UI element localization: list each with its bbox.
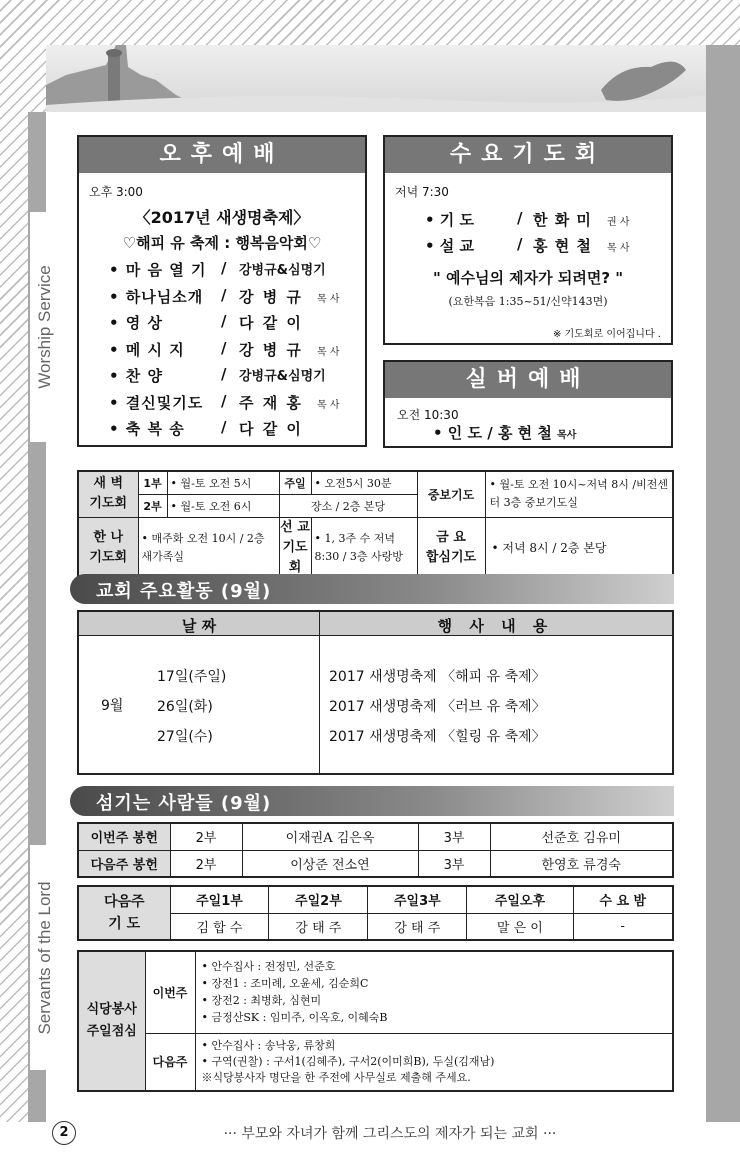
service-prayer-person: 강 태 주 bbox=[269, 913, 368, 940]
order-item-person: 강 병 규 bbox=[239, 340, 303, 359]
order-item-role: 권 사 bbox=[607, 217, 630, 228]
order-item: • 축 복 송 / 다 같 이 bbox=[109, 418, 303, 438]
list-item: • 안수집사 : 전정민, 선준호 bbox=[201, 960, 336, 974]
order-item-name: • 결신및기도 bbox=[109, 393, 204, 412]
service-header: 주일3부 bbox=[368, 886, 467, 913]
service-prayer-person: - bbox=[573, 913, 673, 940]
order-item: • 영 상 / 다 같 이 bbox=[109, 312, 303, 332]
list-item: • 장전1 : 조미례, 오윤세, 김순희C bbox=[201, 977, 369, 991]
activities-table bbox=[77, 610, 674, 775]
table-row bbox=[78, 886, 673, 913]
afternoon-time: 오후 3:00 bbox=[89, 185, 143, 199]
next-prayer-label: 다음주 기 도 bbox=[78, 886, 170, 940]
silver-leader: • 인 도 / 홍 현 철 목사 bbox=[433, 424, 577, 442]
page-frame-right bbox=[706, 45, 740, 1122]
offering-label: 다음주 봉헌 bbox=[78, 850, 170, 877]
service-prayer-person: 말 은 이 bbox=[467, 913, 573, 940]
side-tab-worship bbox=[30, 212, 60, 442]
mission-prayer-label: 선 교 기도회 bbox=[279, 517, 311, 579]
table-row bbox=[78, 850, 673, 877]
order-item-person: 한 화 미 bbox=[533, 211, 592, 229]
offering-label: 이번주 봉헌 bbox=[78, 823, 170, 850]
mission-prayer-info: • 1, 3주 수 저녁 8:30 / 3층 사랑방 bbox=[311, 517, 417, 579]
dawn-part1: 1부 bbox=[138, 471, 167, 494]
header-banner bbox=[46, 45, 706, 112]
col-event: 행 사 내 용 bbox=[437, 617, 554, 635]
list-item: • 장전2 : 최병화, 심현미 bbox=[201, 994, 322, 1008]
order-item-person: 주 재 홍 bbox=[239, 393, 303, 412]
order-item-person: 강병규&심명기 bbox=[239, 369, 326, 384]
this-week-list bbox=[195, 951, 673, 1033]
list-item: • 금정산SK : 임미주, 이옥호, 이혜숙B bbox=[201, 1011, 388, 1025]
offering-names: 한영호 류경숙 bbox=[490, 850, 673, 877]
activity-event: 2017 새생명축제 〈러브 유 축제〉 bbox=[329, 699, 546, 715]
activities-header bbox=[79, 612, 672, 636]
order-item-name: • 메 시 지 bbox=[109, 340, 185, 359]
offering-part: 2부 bbox=[170, 823, 242, 850]
prayer-note: ※ 기도회로 이어집니다 . bbox=[552, 329, 661, 340]
sunday-place: 장소 / 2층 본당 bbox=[279, 494, 417, 517]
order-item: • 찬 양 / 강병규&심명기 bbox=[109, 365, 326, 385]
order-item-person: 다 같 이 bbox=[239, 420, 303, 438]
offering-part: 2부 bbox=[170, 850, 242, 877]
activity-date: 26일(화) bbox=[157, 699, 213, 715]
wednesday-title: 수요기도회 bbox=[385, 137, 671, 173]
dawn-prayer-label: 새 벽 기도회 bbox=[78, 471, 138, 517]
list-item: • 구역(권찰) : 구서1(김혜주), 구서2(이미희B), 두실(김재남) bbox=[201, 1054, 495, 1068]
offering-names: 선준호 김유미 bbox=[490, 823, 673, 850]
activity-date: 17일(주일) bbox=[157, 669, 227, 685]
scripture: (요한복음 1:35~51/신약143면) bbox=[448, 295, 608, 308]
order-item-person: 강병규&심명기 bbox=[239, 263, 326, 278]
footer-motto: ··· 부모와 자녀가 함께 그리스도의 제자가 되는 교회 ··· bbox=[223, 1126, 557, 1142]
order-item-role: 목 사 bbox=[317, 293, 340, 305]
order-item-name: • 축 복 송 bbox=[109, 420, 185, 438]
order-item: • 설 교 / 홍 현 철 목 사 bbox=[425, 235, 630, 255]
festival-event: 〈2017년 새생명축제〉 bbox=[134, 208, 310, 227]
hannah-prayer-info: • 매주화 오전 10시 / 2층 새가족실 bbox=[138, 517, 279, 579]
silver-title: 실버예배 bbox=[385, 362, 671, 398]
order-item: • 기 도 / 한 화 미 권 사 bbox=[425, 209, 630, 229]
offering-part: 3부 bbox=[418, 823, 490, 850]
order-item-person: 강 병 규 bbox=[239, 287, 303, 306]
activity-date: 27일(수) bbox=[157, 729, 213, 745]
order-item-name: • 기 도 bbox=[425, 211, 475, 229]
next-week-label: 다음주 bbox=[145, 1033, 195, 1091]
service-prayer-person: 김 합 수 bbox=[170, 913, 269, 940]
activity-event: 2017 새생명축제 〈힐링 유 축제〉 bbox=[329, 729, 546, 745]
side-label-worship: Worship Service bbox=[35, 265, 54, 389]
order-item: • 결신및기도 / 주 재 홍 목 사 bbox=[109, 391, 340, 412]
intercession-label: 중보기도 bbox=[417, 471, 485, 517]
friday-prayer-label: 금 요 합심기도 bbox=[417, 517, 485, 579]
sermon-title: " 예수님의 제자가 되려면? " bbox=[432, 269, 624, 287]
this-week-label: 이번주 bbox=[145, 951, 195, 1033]
friday-prayer-info: • 저녁 8시 / 2층 본당 bbox=[485, 517, 673, 579]
activity-month: 9월 bbox=[101, 698, 124, 714]
activities-title: 교회 주요활동 (9월) bbox=[96, 581, 272, 602]
service-header: 주일1부 bbox=[170, 886, 269, 913]
hannah-prayer-label: 한 나 기도회 bbox=[78, 517, 138, 579]
silver-time: 오전 10:30 bbox=[397, 408, 459, 422]
order-item-name: • 마 음 열 기 bbox=[109, 261, 207, 279]
service-header: 주일2부 bbox=[269, 886, 368, 913]
order-item: • 메 시 지 / 강 병 규 목 사 bbox=[109, 338, 340, 359]
table-row bbox=[78, 823, 673, 850]
cafeteria-label: 식당봉사 주일점심 bbox=[78, 951, 145, 1091]
order-item-role: 목 사 bbox=[317, 399, 340, 411]
list-item: • 안수집사 : 송낙웅, 류창희 bbox=[201, 1038, 336, 1052]
service-header: 수 요 밤 bbox=[573, 886, 673, 913]
order-item-name: • 설 교 bbox=[425, 237, 475, 255]
order-item-person: 다 같 이 bbox=[239, 314, 303, 332]
sunday-dawn-time: • 오전5시 30분 bbox=[311, 471, 417, 494]
offering-names: 이상준 전소연 bbox=[242, 850, 418, 877]
order-item: • 마 음 열 기 / 강병규&심명기 bbox=[109, 259, 326, 279]
offering-names: 이재권A 김은옥 bbox=[242, 823, 418, 850]
list-item: ※식당봉사자 명단을 한 주전에 사무실로 제출해 주세요. bbox=[201, 1070, 471, 1084]
prayer-meetings-table bbox=[77, 470, 674, 580]
side-label-servants: Servants of the Lord bbox=[35, 880, 54, 1035]
activity-event: 2017 새생명축제 〈해피 유 축제〉 bbox=[329, 669, 546, 685]
wednesday-prayer-box bbox=[383, 135, 673, 345]
cafeteria-table bbox=[77, 950, 674, 1092]
service-prayer-person: 강 태 주 bbox=[368, 913, 467, 940]
col-date: 날 짜 bbox=[181, 617, 217, 635]
order-item-name: • 하나님소개 bbox=[109, 287, 204, 306]
festival-name: ♡해피 유 축제 : 행복음악회♡ bbox=[122, 234, 322, 252]
wednesday-time: 저녁 7:30 bbox=[395, 185, 449, 199]
order-item-role: 목 사 bbox=[607, 243, 630, 254]
order-item: • 하나님소개 / 강 병 규 목 사 bbox=[109, 285, 340, 306]
servants-section-bar bbox=[70, 786, 674, 816]
offering-table bbox=[77, 822, 674, 878]
dawn-part2-time: • 월-토 오전 6시 bbox=[167, 494, 279, 517]
side-tab-servants bbox=[30, 845, 60, 1070]
order-item-role: 목 사 bbox=[317, 346, 340, 358]
page-number: 2 bbox=[52, 1121, 76, 1145]
intercession-info: • 월-토 오전 10시~저녁 8시 /비전센터 3층 중보기도실 bbox=[485, 471, 673, 517]
next-week-list bbox=[195, 1033, 673, 1091]
silver-worship-box bbox=[383, 360, 673, 448]
dawn-part1-time: • 월-토 오전 5시 bbox=[167, 471, 279, 494]
dawn-part2: 2부 bbox=[138, 494, 167, 517]
order-item-name: • 영 상 bbox=[109, 314, 164, 332]
service-header: 주일오후 bbox=[467, 886, 573, 913]
afternoon-title: 오후예배 bbox=[79, 137, 365, 173]
order-item-person: 홍 현 철 bbox=[533, 237, 592, 255]
offering-part: 3부 bbox=[418, 850, 490, 877]
servants-title: 섬기는 사람들 (9월) bbox=[96, 793, 272, 814]
afternoon-worship-box bbox=[77, 135, 367, 447]
order-item-name: • 찬 양 bbox=[109, 367, 164, 385]
activities-section-bar bbox=[70, 574, 674, 604]
sunday-label: 주일 bbox=[279, 471, 311, 494]
next-prayer-table bbox=[77, 885, 674, 941]
